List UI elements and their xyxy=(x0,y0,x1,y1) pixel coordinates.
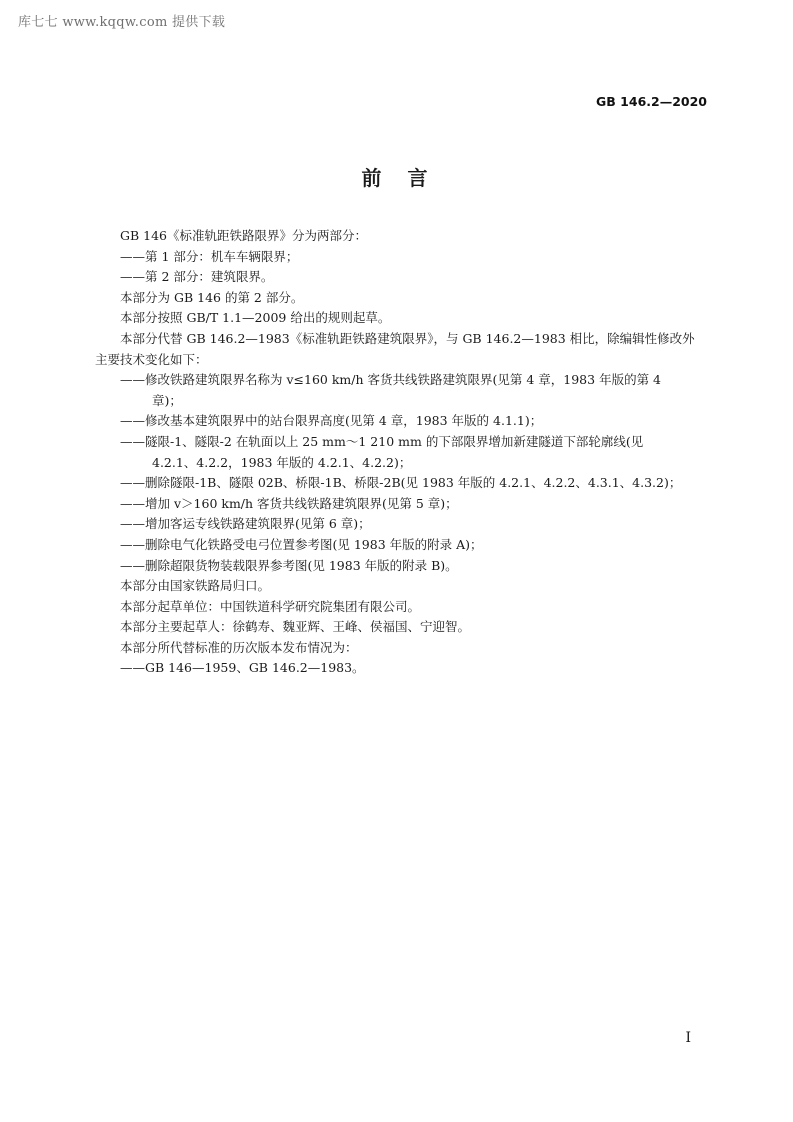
watermark-text: 库七七 www.kqqw.com 提供下载 xyxy=(18,15,226,30)
paragraph-drafting-rules: 本部分按照 GB/T 1.1—2009 给出的规则起草。 xyxy=(120,310,391,326)
change-item-continuation: 章)； xyxy=(152,392,182,408)
paragraph-replaces-line2: 主要技术变化如下： xyxy=(95,351,208,367)
change-item: ——增加 v＞160 km/h 客货共线铁路建筑限界(见第 5 章)； xyxy=(120,495,458,511)
change-item: ——修改基本建筑限界中的站台限界高度(见第 4 章，1983 年版的 4.1.1)； xyxy=(120,413,543,429)
change-item: ——删除超限货物装载限界参考图(见 1983 年版的附录 B)。 xyxy=(120,557,458,573)
change-item: ——增加客运专线铁路建筑限界(见第 6 章)； xyxy=(120,516,371,532)
paragraph-part: 本部分为 GB 146 的第 2 部分。 xyxy=(120,289,304,305)
document-body xyxy=(95,226,710,679)
list-item: ——第 2 部分：建筑限界。 xyxy=(120,269,274,285)
list-item: ——GB 146—1959、GB 146.2—1983。 xyxy=(120,660,365,676)
paragraph-replaces-line1: 本部分代替 GB 146.2—1983《标准轨距铁路建筑限界》，与 GB 146.2—1983 相比，除编辑性修改外 xyxy=(120,330,695,346)
change-item: ——删除电气化铁路受电弓位置参考图(见 1983 年版的附录 A)； xyxy=(120,536,483,552)
paragraph-intro: GB 146《标准轨距铁路限界》分为两部分： xyxy=(120,228,368,243)
change-item: ——删除隧限-1B、隧限 02B、桥限-1B、桥限-2B(见 1983 年版的 4.2.1、4.2.2、4.3.1、4.3.2)； xyxy=(120,475,682,491)
paragraph-drafters: 本部分主要起草人：徐鹤寿、魏亚辉、王峰、侯福国、宁迎智。 xyxy=(120,619,471,635)
page-title: 前言 xyxy=(361,166,454,190)
change-item: ——隧限-1、隧限-2 在轨面以上 25 mm～1 210 mm 的下部限界增加新建隧道下部轮廓线(见 xyxy=(120,433,644,449)
change-item: ——修改铁路建筑限界名称为 v≤160 km/h 客货共线铁路建筑限界(见第 4 章，1983 年版的第 4 xyxy=(120,372,661,388)
standard-number: GB 146.2—2020 xyxy=(596,94,707,109)
paragraph-history: 本部分所代替标准的历次版本发布情况为： xyxy=(120,639,358,655)
change-item-continuation: 4.2.1、4.2.2，1983 年版的 4.2.1、4.2.2)； xyxy=(152,454,412,470)
paragraph-drafting-unit: 本部分起草单位：中国铁道科学研究院集团有限公司。 xyxy=(120,598,421,614)
list-item: ——第 1 部分：机车车辆限界； xyxy=(120,248,299,264)
page-number: I xyxy=(685,1030,691,1046)
paragraph-authority: 本部分由国家铁路局归口。 xyxy=(120,578,271,594)
